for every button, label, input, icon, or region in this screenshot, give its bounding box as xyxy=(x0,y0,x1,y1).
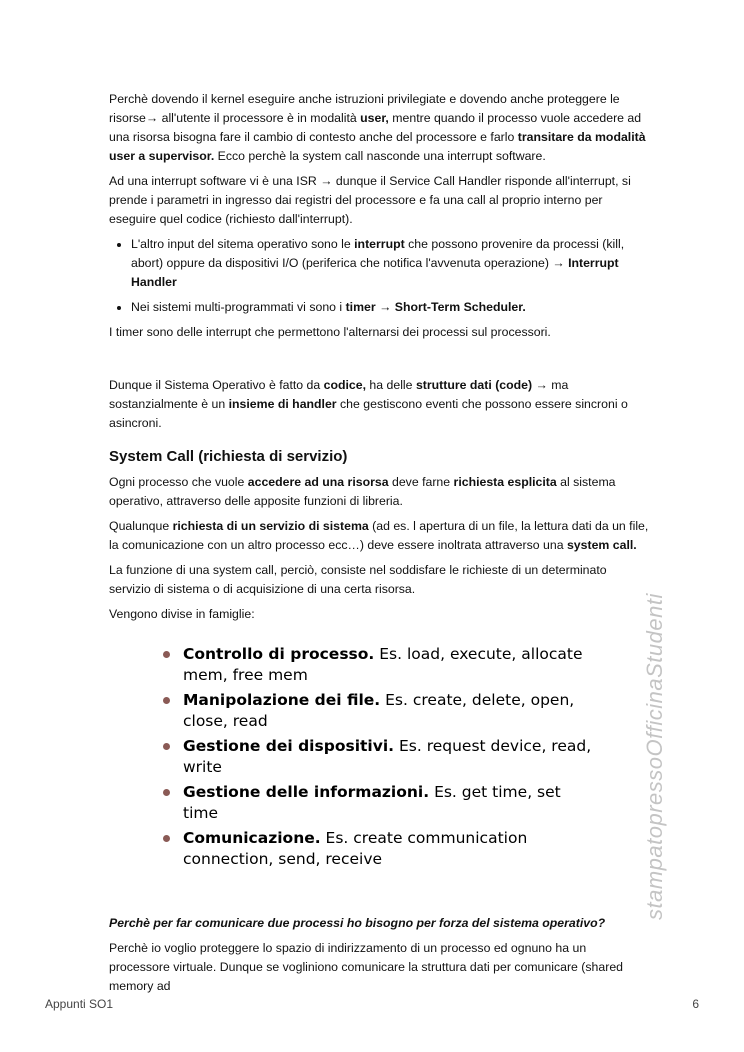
text: che gestiscono eventi che possono essere sincroni o asincroni. xyxy=(109,397,628,430)
bold-text: user, xyxy=(360,111,389,125)
bullet-icon xyxy=(163,835,170,842)
paragraph-kernel-privileged xyxy=(109,90,649,166)
family-item xyxy=(161,782,593,824)
paragraph-answer: Perchè io voglio proteggere lo spazio di indirizzamento di un processo ed ognuno ha un processore virtuale. Dunque se vogliniono comunicare la struttura dati per comunicare (shared memory ad xyxy=(109,941,624,993)
family-name: Gestione delle informazioni. xyxy=(183,783,430,801)
page-number: 6 xyxy=(692,997,699,1011)
family-name: Manipolazione dei file. xyxy=(183,691,381,709)
paragraph-explicit-request xyxy=(109,473,649,511)
text: mentre quando il processo vuole accedere ad una risorsa bisogna fare il cambio di contesto anche del processore e farlo xyxy=(109,111,642,144)
paragraph-families-intro: Vengono divise in famiglie: xyxy=(109,607,255,621)
family-name: Gestione dei dispositivi. xyxy=(183,737,395,755)
bold-text: codice, xyxy=(323,378,367,392)
text: (ad es. l apertura di un file, la lettura dati da un file, la comunicazione con un altro processo ecc…) deve essere inoltrata attraverso una xyxy=(109,519,649,552)
bold-text: richiesta di un servizio di sistema xyxy=(172,519,369,533)
text: deve farne xyxy=(388,475,454,489)
text: Qualunque xyxy=(109,519,173,533)
family-name: Controllo di processo. xyxy=(183,645,375,663)
text: Dunque il Sistema Operativo è fatto da xyxy=(109,378,324,392)
text: Ogni processo che vuole xyxy=(109,475,248,489)
text: ha delle xyxy=(366,378,416,392)
bold-text: strutture dati (code) xyxy=(415,378,533,392)
list-item-timer xyxy=(131,298,649,317)
family-item xyxy=(161,690,593,732)
family-examples: Es. create communication connection, send, receive xyxy=(183,829,528,868)
text: Ecco perchè la system call nasconde una interrupt software. xyxy=(214,149,546,163)
family-examples: Es. load, execute, allocate mem, free mem xyxy=(183,645,583,684)
paragraph-timer: I timer sono delle interrupt che permettono l'alternarsi dei processi sul processori. xyxy=(109,325,551,339)
list-item-interrupt xyxy=(131,235,649,292)
bullet-icon xyxy=(163,743,170,750)
bold-text: transitare da modalità user a supervisor. xyxy=(109,130,646,163)
paragraph-system-service xyxy=(109,517,649,555)
page-content xyxy=(109,90,649,1002)
bold-text: insieme di handler xyxy=(228,397,337,411)
bold-text: interrupt xyxy=(354,237,405,251)
section-heading: System Call (richiesta di servizio) xyxy=(109,448,348,465)
paragraph-system-call-function: La funzione di una system call, perciò, consiste nel soddisfare le richieste di un determinato servizio di sistema o di acquisizione di una certa risorsa. xyxy=(109,563,607,596)
text: → xyxy=(375,300,395,314)
paragraph-os-handlers xyxy=(109,376,649,433)
bullet-list xyxy=(109,235,649,317)
text: Perchè dovendo il kernel eseguire anche istruzioni privilegiate e dovendo anche proteggere le risorse→ all'utente il processore è in modalità xyxy=(109,92,620,125)
bold-text: timer xyxy=(345,300,376,314)
family-item xyxy=(161,736,593,778)
family-item xyxy=(161,828,593,870)
question-heading: Perchè per far comunicare due processi ho bisogno per forza del sistema operativo? xyxy=(109,916,606,930)
footer-title: Appunti SO1 xyxy=(45,997,114,1011)
text: Nei sistemi multi-programmati vi sono i xyxy=(131,300,346,314)
family-examples: Es. create, delete, open, close, read xyxy=(183,691,575,730)
bold-text: Interrupt Handler xyxy=(131,256,619,289)
text: al sistema operativo, attraverso delle apposite funzioni di libreria. xyxy=(109,475,616,508)
text: → ma sostanzialmente è un xyxy=(109,378,569,411)
family-item xyxy=(161,644,593,686)
text: L'altro input del sitema operativo sono le xyxy=(131,237,355,251)
bullet-icon xyxy=(163,789,170,796)
family-examples: Es. get time, set time xyxy=(183,783,561,822)
bold-text: Short-Term Scheduler. xyxy=(394,300,526,314)
spacer xyxy=(109,348,649,376)
bold-text: accedere ad una risorsa xyxy=(247,475,389,489)
text: che possono provenire da processi (kill, abort) oppure da dispositivi I/O (periferica che notifica l'avvenuta operazione) → xyxy=(131,237,625,270)
bullet-icon xyxy=(163,697,170,704)
bold-text: richiesta esplicita xyxy=(453,475,557,489)
bold-text: system call. xyxy=(566,538,637,552)
family-examples: Es. request device, read, write xyxy=(183,737,592,776)
paragraph-isr: Ad una interrupt software vi è una ISR → dunque il Service Call Handler risponde all'interrupt, si prende i parametri in ingresso dai registri del processore e fa una call al proprio interno per eseguire quel codice (richiesto dall'interrupt). xyxy=(109,174,631,226)
watermark: stampatopressoOfficinaStudenti xyxy=(642,593,667,920)
families-list xyxy=(161,644,649,870)
family-name: Comunicazione. xyxy=(183,829,321,847)
bullet-icon xyxy=(163,651,170,658)
